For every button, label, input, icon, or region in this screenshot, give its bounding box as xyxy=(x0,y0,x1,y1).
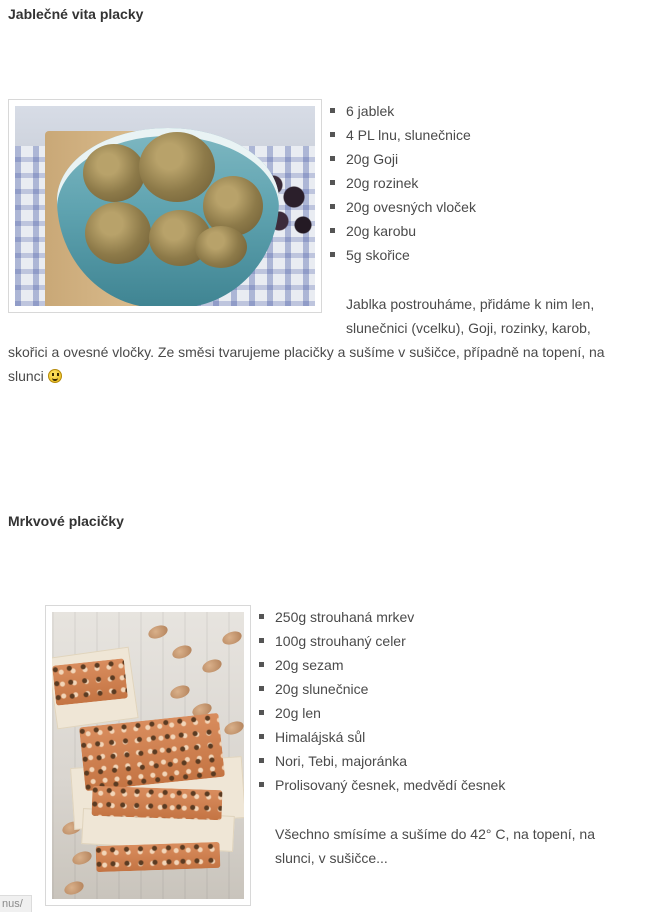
list-item: 20g karobu xyxy=(330,219,476,243)
smile-emoticon-icon xyxy=(48,369,62,383)
method-text: slunečnici (vcelku), Goji, rozinky, karob, xyxy=(346,320,591,336)
carrot-crackers-photo xyxy=(52,612,244,899)
method-text: Jablka postrouháme, přidáme k nim len, xyxy=(346,296,595,312)
browser-status-bar: nus/ xyxy=(0,895,32,912)
list-item: Nori, Tebi, majoránka xyxy=(259,749,505,773)
list-item: 4 PL lnu, slunečnice xyxy=(330,123,476,147)
list-item: 20g sezam xyxy=(259,653,505,677)
method-text: skořici a ovesné vločky. Ze směsi tvarujeme placičky a sušíme v sušičce, případně na topení, na xyxy=(8,344,605,360)
method-text-end xyxy=(8,364,62,388)
oat-muffins-in-bowl-photo xyxy=(15,106,315,306)
list-item: 6 jablek xyxy=(330,99,476,123)
list-item: 20g ovesných vloček xyxy=(330,195,476,219)
ingredient-list xyxy=(259,605,505,797)
recipe-image-frame[interactable] xyxy=(8,99,322,313)
recipe-title-mrkvove: Mrkvové placičky xyxy=(8,513,124,529)
method-text: slunci, v sušičce... xyxy=(275,850,388,866)
list-item: 20g len xyxy=(259,701,505,725)
list-item: 100g strouhaný celer xyxy=(259,629,505,653)
list-item: Himalájská sůl xyxy=(259,725,505,749)
recipe-image-frame[interactable] xyxy=(45,605,251,906)
list-item: 20g slunečnice xyxy=(259,677,505,701)
list-item: Prolisovaný česnek, medvědí česnek xyxy=(259,773,505,797)
method-text: Všechno smísíme a sušíme do 42° C, na topení, na xyxy=(275,826,595,842)
list-item: 20g rozinek xyxy=(330,171,476,195)
method-text: slunci xyxy=(8,368,44,384)
ingredient-list xyxy=(330,99,476,267)
list-item: 20g Goji xyxy=(330,147,476,171)
list-item: 5g skořice xyxy=(330,243,476,267)
list-item: 250g strouhaná mrkev xyxy=(259,605,505,629)
recipe-title-jablecne: Jablečné vita placky xyxy=(8,6,144,22)
